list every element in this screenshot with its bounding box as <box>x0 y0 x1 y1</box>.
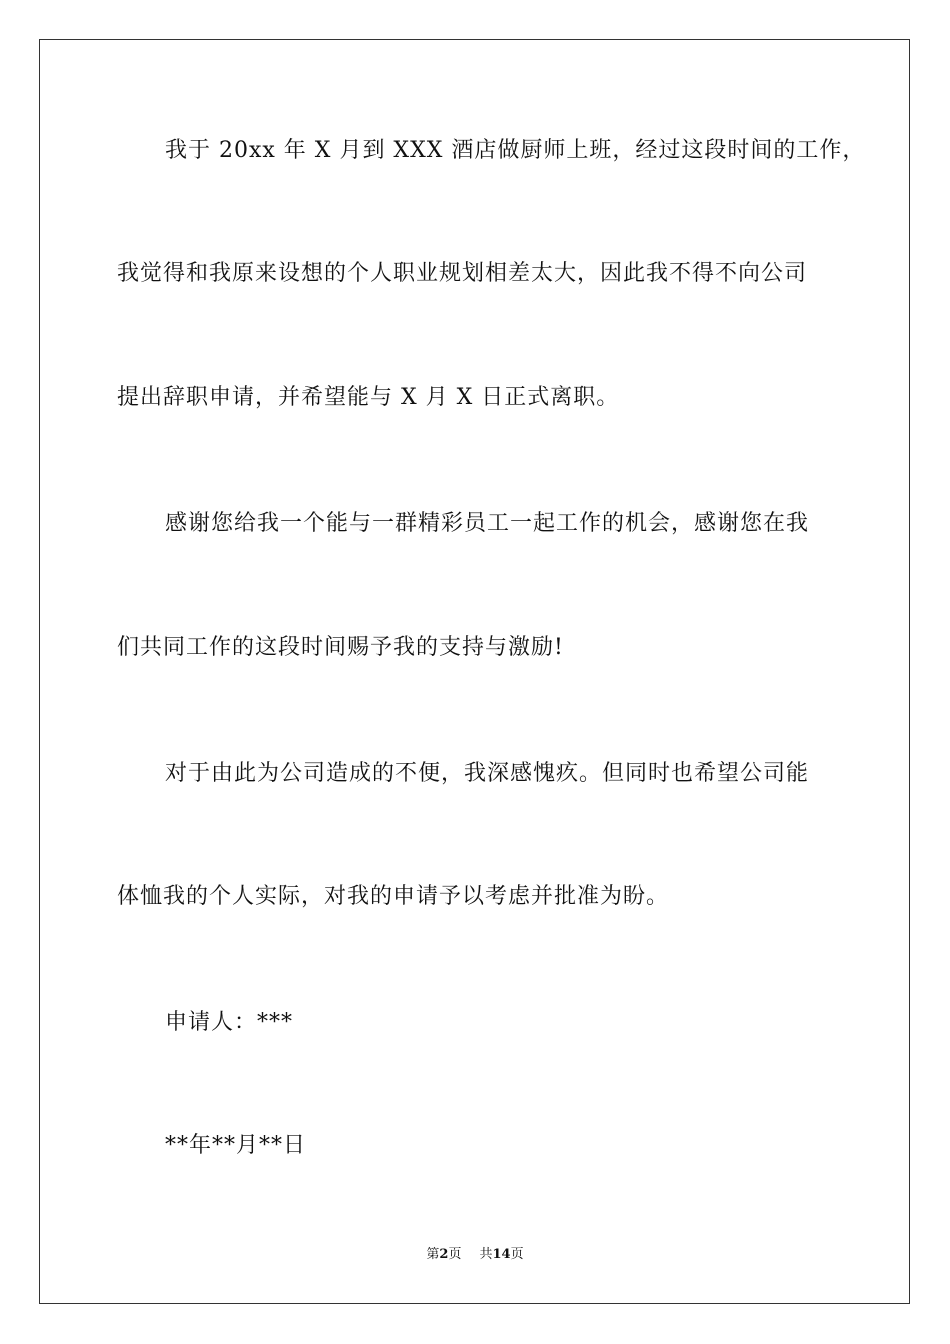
applicant-signature: 申请人：*** <box>165 1010 294 1035</box>
footer-page-suffix: 页 <box>448 1247 462 1262</box>
signature-date: **年**月**日 <box>165 1133 307 1158</box>
footer-page-number: 2 <box>439 1247 449 1262</box>
page-footer <box>0 1246 950 1264</box>
footer-total-suffix: 页 <box>510 1247 524 1262</box>
footer-page-prefix: 第 <box>426 1247 440 1262</box>
page-frame <box>39 39 910 1304</box>
paragraph-2-line-1: 感谢您给我一个能与一群精彩员工一起工作的机会，感谢您在我 <box>165 511 810 536</box>
paragraph-1-line-1: 我于 20xx 年 X 月到 XXX 酒店做厨师上班，经过这段时间的工作， <box>165 138 866 163</box>
paragraph-1-line-2: 我觉得和我原来设想的个人职业规划相差太大，因此我不得不向公司 <box>117 261 808 286</box>
paragraph-1-line-3: 提出辞职申请，并希望能与 X 月 X 日正式离职。 <box>117 385 620 410</box>
paragraph-3-line-2: 体恤我的个人实际，对我的申请予以考虑并批准为盼。 <box>117 884 670 909</box>
footer-total-prefix: 共 <box>479 1247 493 1262</box>
footer-total-pages: 14 <box>492 1247 511 1262</box>
paragraph-2-line-2: 们共同工作的这段时间赐予我的支持与激励! <box>117 635 564 660</box>
paragraph-3-line-1: 对于由此为公司造成的不便，我深感愧疚。但同时也希望公司能 <box>165 761 810 786</box>
